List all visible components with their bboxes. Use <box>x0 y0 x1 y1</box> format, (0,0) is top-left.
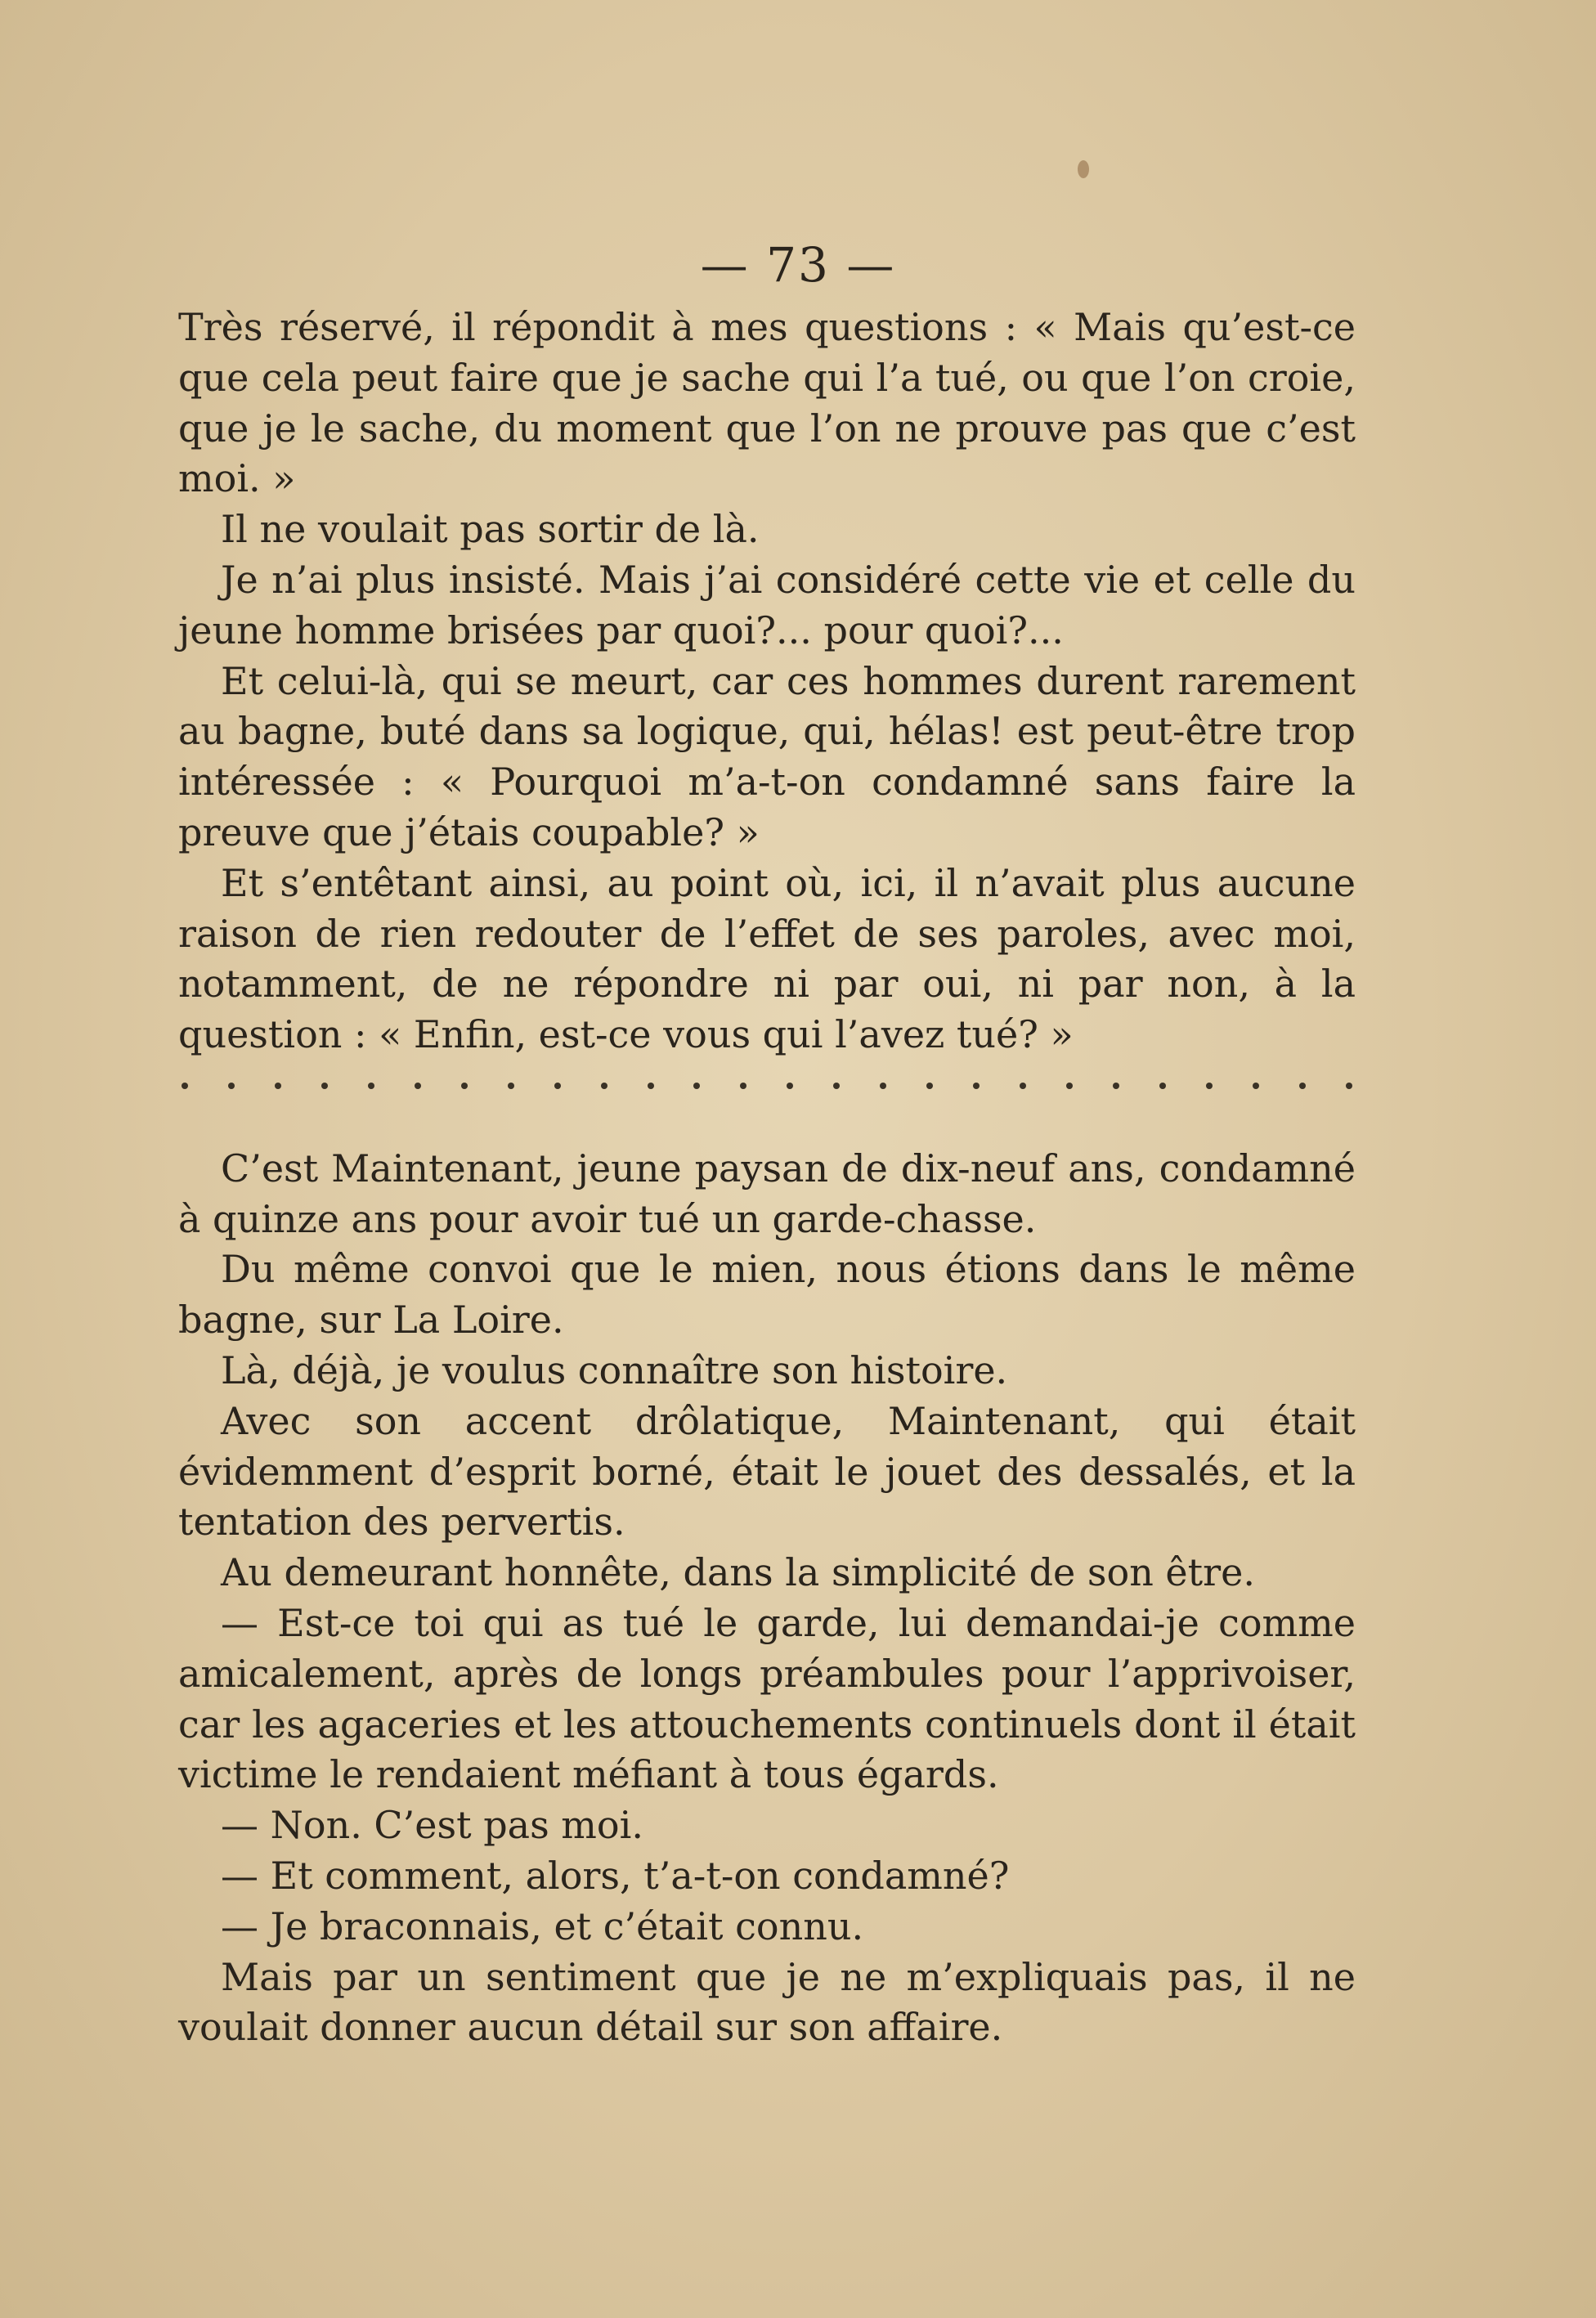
paragraph: Et celui-là, qui se meurt, car ces hommes durent rarement au bagne, buté dans sa logique, qui, hélas! est peut-être trop intéressée : « Pourquoi m’a-t-on condamné sans faire la preuve que j’étais coupable? » <box>178 658 1356 854</box>
paragraph: Je n’ai plus insisté. Mais j’ai considéré cette vie et celle du jeune homme brisées par quoi?... pour quoi?... <box>178 557 1356 652</box>
paragraph: Du même convoi que le mien, nous étions dans le même bagne, sur La Loire. <box>178 1247 1356 1343</box>
paragraph: Au demeurant honnête, dans la simplicité de son être. <box>221 1550 1255 1595</box>
paragraph: Avec son accent drôlatique, Maintenant, qui était évidemment d’esprit borné, était le jouet des dessalés, et la tentation des pervertis. <box>178 1398 1356 1545</box>
body-text <box>178 303 1356 2053</box>
paragraph: C’est Maintenant, jeune paysan de dix-neuf ans, condamné à quinze ans pour avoir tué un garde-chasse. <box>178 1146 1356 1241</box>
paragraph: Mais par un sentiment que je ne m’expliquais pas, il ne voulait donner aucun détail sur son affaire. <box>178 1954 1356 2050</box>
paragraph: Très réservé, il répondit à mes questions : « Mais qu’est-ce que cela peut faire que je sache qui l’a tué, ou que l’on croie, que je le sache, du moment que l’on ne prouve pas que c’est moi. » <box>178 305 1356 501</box>
paragraph: — Je braconnais, et c’était connu. <box>221 1903 864 1948</box>
paper-speck <box>1078 160 1089 178</box>
paragraph: Et s’entêtant ainsi, au point où, ici, il n’avait plus aucune raison de rien redouter de l’effet de ses paroles, avec moi, notamment, de ne répondre ni par oui, ni par non, à la question : « Enfin, est-ce vous qui l’avez tué? » <box>178 860 1356 1057</box>
paragraph: Là, déjà, je voulus connaître son histoire. <box>221 1347 1008 1392</box>
section-break-dots <box>178 1060 1356 1111</box>
page-number: — 73 — <box>700 237 896 293</box>
paragraph: Il ne voulait pas sortir de là. <box>221 507 760 552</box>
paragraph: — Et comment, alors, t’a-t-on condamné? <box>221 1853 1010 1898</box>
paragraph: — Non. C’est pas moi. <box>221 1803 643 1848</box>
paragraph: — Est-ce toi qui as tué le garde, lui demandai-je comme amicalement, après de longs préambules pour l’apprivoiser, car les agaceries et les attouchements continuels dont il était victime le rendaient méfiant à tous égards. <box>178 1600 1356 1797</box>
